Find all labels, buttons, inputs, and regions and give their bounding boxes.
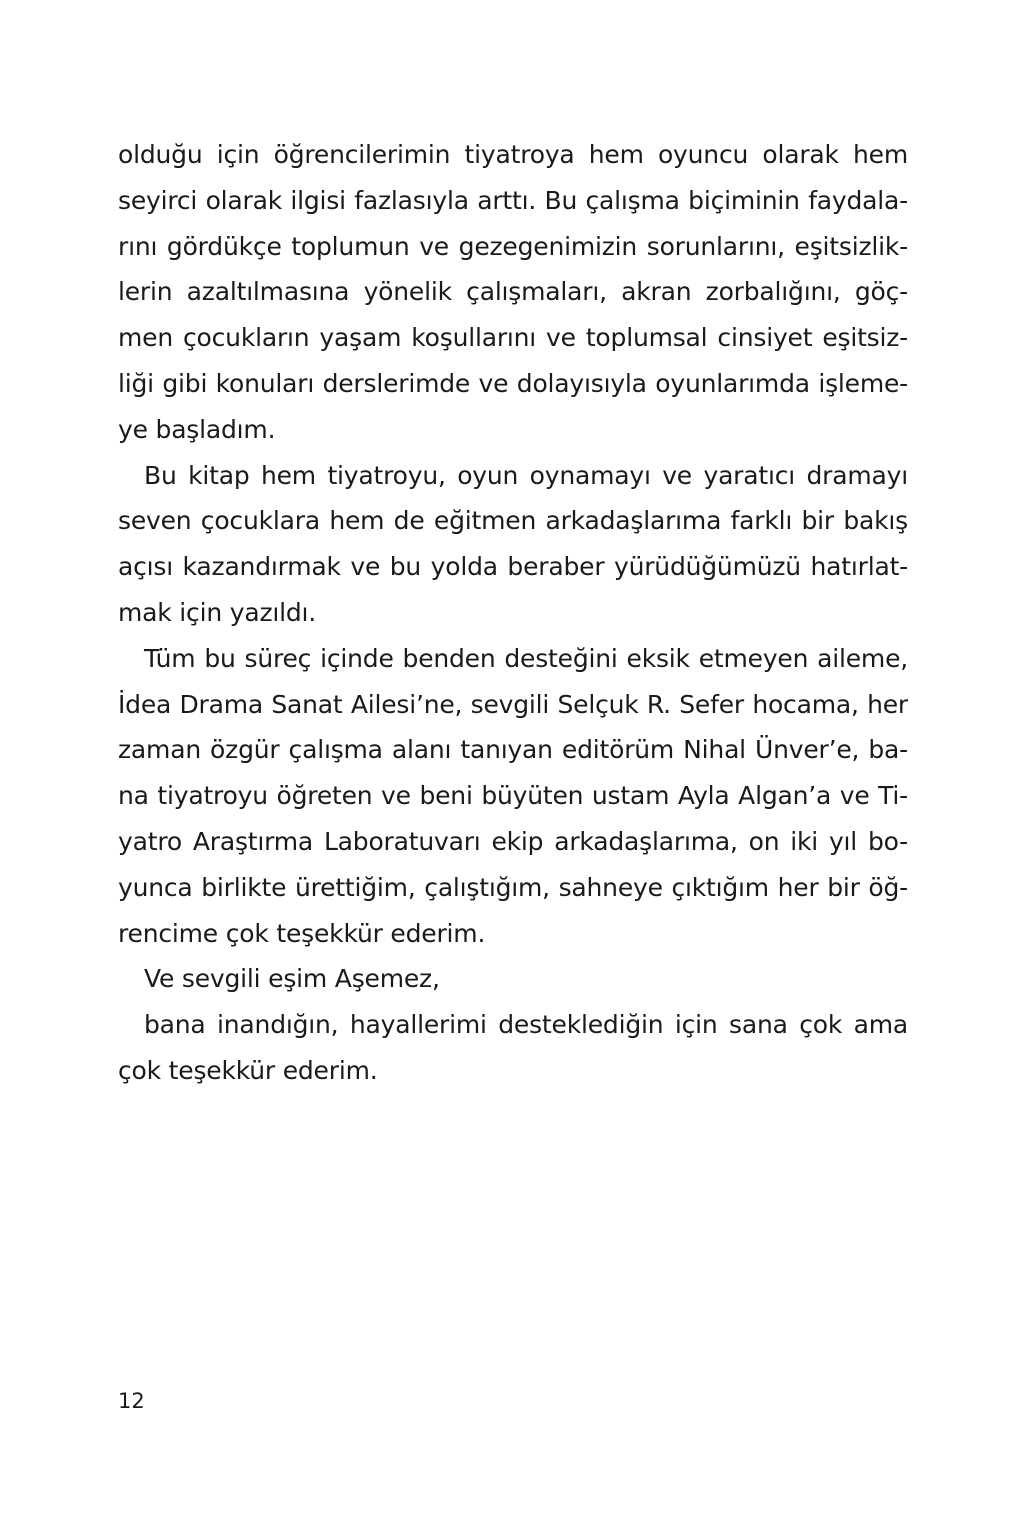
paragraph-4 xyxy=(118,956,908,1002)
text-line: liği gibi konuları derslerimde ve dolayısıyla oyunlarımda işleme- xyxy=(118,368,908,398)
text-line: İdea Drama Sanat Ailesi’ne, sevgili Selçuk R. Sefer hocama, her xyxy=(118,689,908,719)
paragraph-1 xyxy=(118,132,908,453)
text-line: lerin azaltılmasına yönelik çalışmaları, akran zorbalığını, göç- xyxy=(118,277,908,307)
text-line: rencime çok teşekkür ederim. xyxy=(118,918,486,948)
text-line: bana inandığın, hayallerimi desteklediğin için sana çok ama xyxy=(144,1010,908,1040)
text-line: men çocukların yaşam koşullarını ve toplumsal cinsiyet eşitsiz- xyxy=(118,323,908,353)
body-text xyxy=(118,132,908,1094)
text-line: mak için yazıldı. xyxy=(118,597,317,627)
page-number: 12 xyxy=(118,1389,145,1413)
text-line: yatro Araştırma Laboratuvarı ekip arkadaşlarıma, on iki yıl bo- xyxy=(118,826,908,856)
text-line: na tiyatroyu öğreten ve beni büyüten ustam Ayla Algan’a ve Ti- xyxy=(118,781,908,811)
text-line: ye başladım. xyxy=(118,414,276,444)
text-line: açısı kazandırmak ve bu yolda beraber yürüdüğümüzü hatırlat- xyxy=(118,552,908,582)
text-line: çok teşekkür ederim. xyxy=(118,1055,378,1085)
text-line: Ve sevgili eşim Aşemez, xyxy=(144,964,440,994)
text-line: seven çocuklara hem de eğitmen arkadaşlarıma farklı bir bakış xyxy=(118,506,908,536)
text-line: yunca birlikte ürettiğim, çalıştığım, sahneye çıktığım her bir öğ- xyxy=(118,872,908,902)
text-line: seyirci olarak ilgisi fazlasıyla arttı. Bu çalışma biçiminin faydala- xyxy=(118,185,908,215)
text-line: zaman özgür çalışma alanı tanıyan editörüm Nihal Ünver’e, ba- xyxy=(118,735,908,765)
text-line: Tüm bu süreç içinde benden desteğini eksik etmeyen aileme, xyxy=(144,643,908,673)
paragraph-3 xyxy=(118,636,908,957)
text-line: Bu kitap hem tiyatroyu, oyun oynamayı ve yaratıcı dramayı xyxy=(144,460,908,490)
paragraph-5 xyxy=(118,1002,908,1094)
text-line: rını gördükçe toplumun ve gezegenimizin sorunlarını, eşitsizlik- xyxy=(118,231,908,261)
paragraph-2 xyxy=(118,453,908,636)
text-line: olduğu için öğrencilerimin tiyatroya hem oyuncu olarak hem xyxy=(118,140,908,169)
